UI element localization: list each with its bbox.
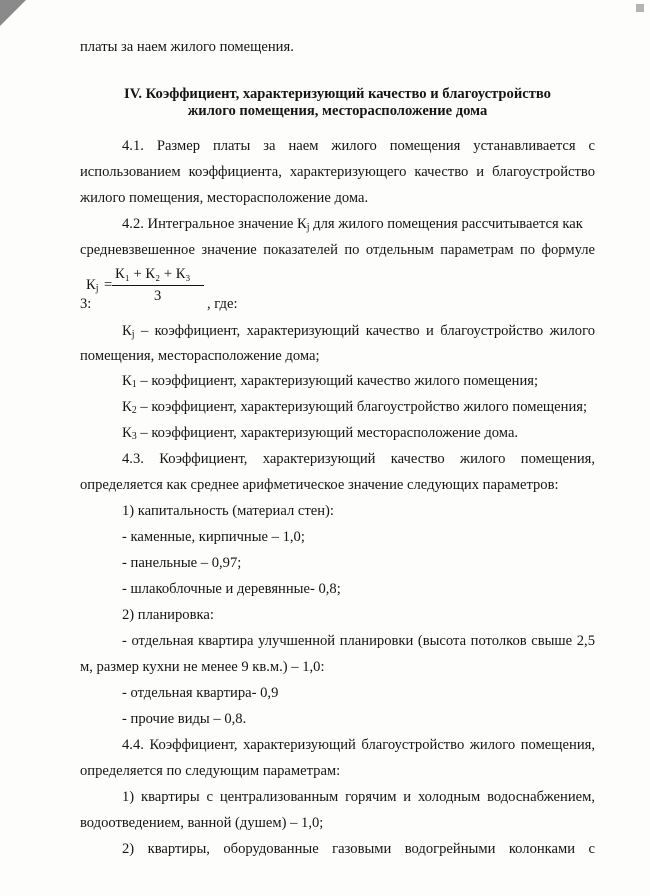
subscript: j (131, 329, 135, 340)
list-item: 1) капитальность (материал стен): (122, 503, 334, 519)
fraction-bar (112, 285, 204, 286)
symbol: К (122, 323, 132, 339)
list-item: м, размер кухни не менее 9 кв.м.) – 1,0: (80, 659, 325, 675)
formula-equals: = (104, 277, 113, 293)
formula-lhs (86, 277, 99, 294)
paragraph-line: 3: (80, 296, 92, 312)
list-item: 2) квартиры, оборудованные газовыми водогрейными колонками с (122, 841, 595, 857)
list-item: водоотведением, ванной (душем) – 1,0; (80, 815, 324, 831)
paragraph-line: жилого помещения, месторасположение дома. (80, 190, 369, 206)
list-item: 2) планировка: (122, 607, 214, 623)
definition-line: помещения, месторасположение дома; (80, 348, 320, 364)
symbol: К (122, 399, 132, 415)
subscript: 2 (131, 405, 137, 416)
paragraph-line: средневзвешенное значение показателей по отдельным параметрам по формуле (80, 242, 595, 258)
subscript: j (95, 283, 99, 294)
list-item: - панельные – 0,97; (122, 555, 242, 571)
subscript: j (306, 222, 310, 233)
definition-line (122, 322, 595, 344)
list-item: - прочие виды – 0,8. (122, 711, 247, 727)
paragraph-line: использованием коэффициента, характеризующего качество и благоустройство (80, 164, 595, 180)
paragraph-line (122, 215, 583, 237)
subscript: 3 (131, 431, 137, 442)
definition-line (122, 424, 518, 446)
paragraph-line: определяется как среднее арифметическое значение следующих параметров: (80, 477, 559, 493)
text-line: платы за наем жилого помещения. (80, 39, 294, 55)
symbol: К (122, 425, 132, 441)
section-heading: IV. Коэффициент, характеризующий качество и благоустройство (124, 86, 551, 102)
list-item: 1) квартиры с централизованным горячим и холодным водоснабжением, (122, 789, 595, 805)
paragraph-line: 4.1. Размер платы за наем жилого помещения устанавливается с (122, 138, 595, 154)
text-run: – коэффициент, характеризующий качество жилого помещения; (136, 373, 539, 389)
formula-symbol: К (86, 277, 96, 293)
list-item: - каменные, кирпичные – 1,0; (122, 529, 305, 545)
symbol: К (122, 373, 132, 389)
section-heading-line-2: жилого помещения, месторасположение дома (187, 103, 488, 119)
text-run: – коэффициент, характеризующий месторасположение дома. (136, 425, 519, 441)
scan-mark (636, 4, 644, 12)
paragraph-line: 4.4. Коэффициент, характеризующий благоустройство жилого помещения, (122, 737, 595, 753)
paragraph-line: , где: (207, 296, 238, 312)
text-run: 4.2. Интегральное значение К (122, 216, 307, 232)
formula-numerator: К₁ + К₂ + К₃ (115, 266, 191, 282)
definition-line (122, 398, 587, 420)
paragraph-line: определяется по следующим параметрам: (80, 763, 341, 779)
list-item: - отдельная квартира- 0,9 (122, 685, 279, 701)
text-run: – коэффициент, характеризующий качество и благоустройство жилого (134, 323, 595, 339)
text-run: для жилого помещения рассчитывается как (309, 216, 583, 232)
subscript: 1 (131, 379, 137, 390)
page-fold-corner (0, 0, 26, 26)
definition-line (122, 372, 538, 394)
text-run: – коэффициент, характеризующий благоустройство жилого помещения; (136, 399, 588, 415)
formula-denominator: 3 (154, 288, 162, 304)
list-item: - отдельная квартира улучшенной планировки (высота потолков свыше 2,5 (122, 633, 595, 649)
list-item: - шлакоблочные и деревянные- 0,8; (122, 581, 341, 597)
paragraph-line: 4.3. Коэффициент, характеризующий качество жилого помещения, (122, 451, 595, 467)
